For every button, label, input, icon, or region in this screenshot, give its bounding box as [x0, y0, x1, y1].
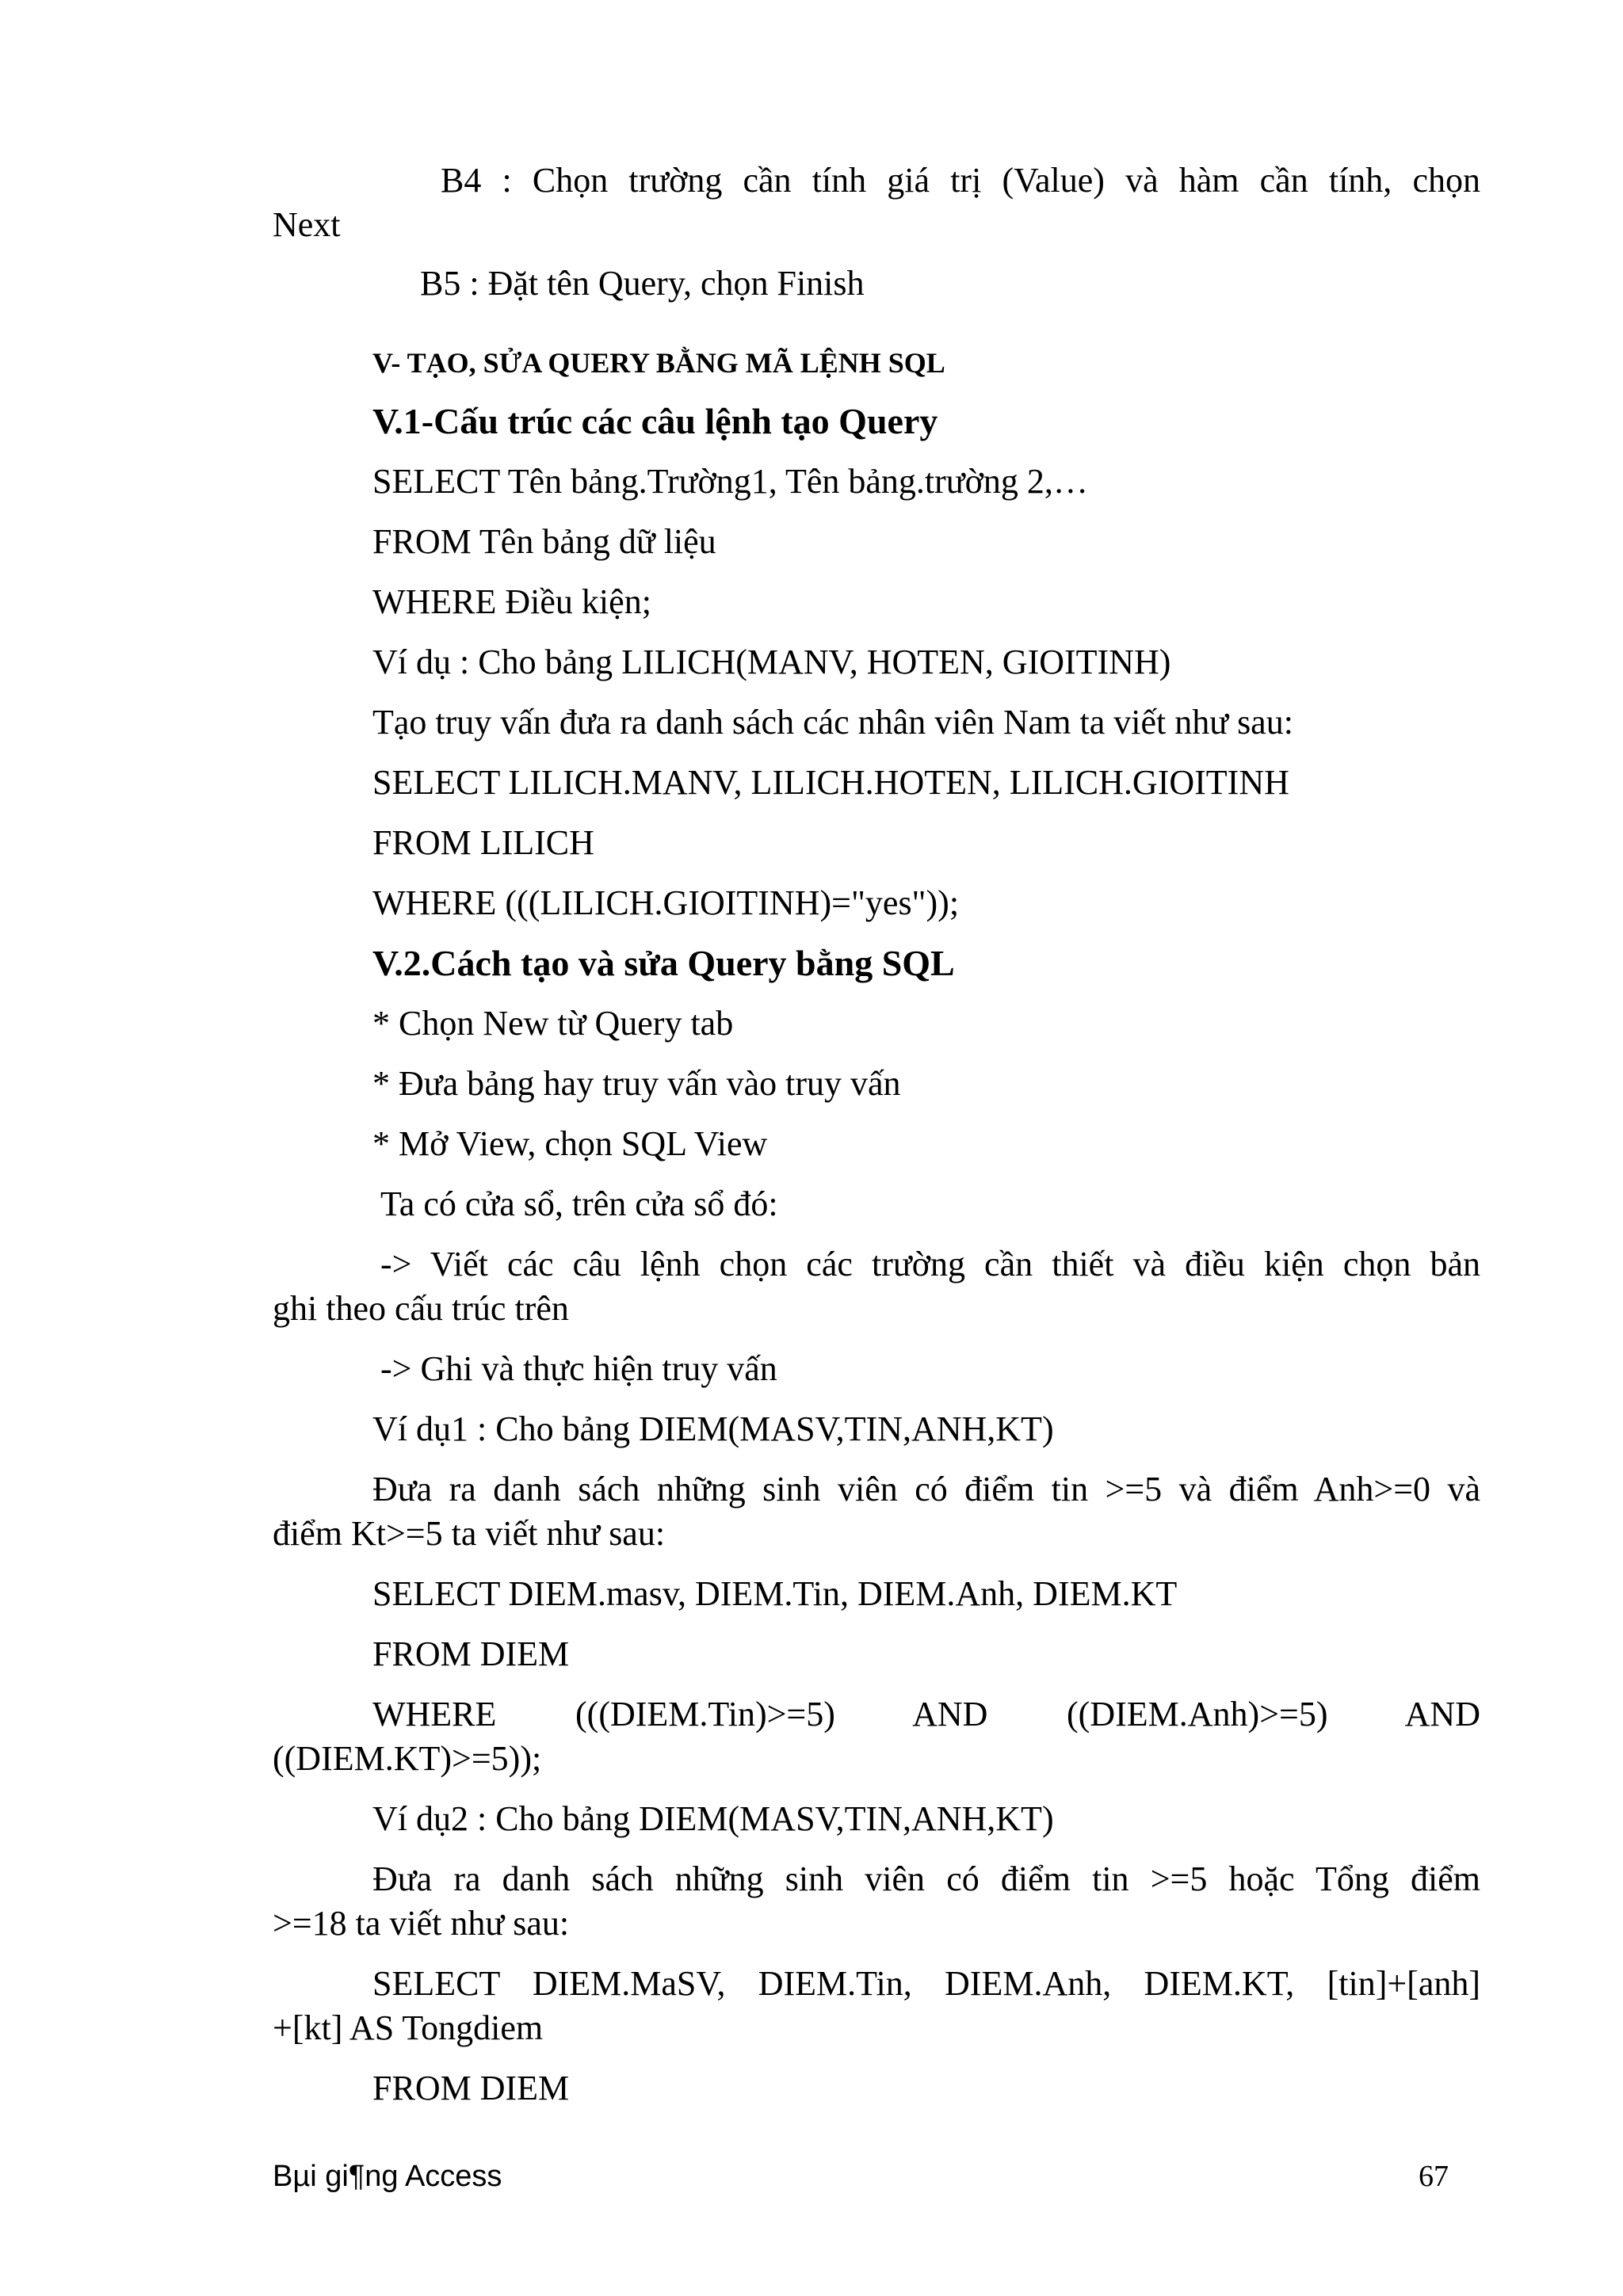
- footer-title: Bµi gi¶ng Access: [273, 2160, 502, 2193]
- code-line: FROM DIEM: [372, 1634, 570, 1673]
- subsection-heading: V.1-Cấu trúc các câu lệnh tạo Query: [372, 401, 938, 441]
- text-line: ghi theo cấu trúc trên: [273, 1289, 569, 1328]
- code-line: WHERE (((DIEM.Tin)>=5) AND ((DIEM.Anh)>=5) AND: [372, 1695, 1480, 1733]
- text-line: Next: [273, 205, 341, 244]
- section-heading: V- TẠO, SỬA QUERY BẰNG MÃ LỆNH SQL: [372, 347, 945, 379]
- text-line: Ví dụ : Cho bảng LILICH(MANV, HOTEN, GIOITINH): [372, 643, 1171, 681]
- subsection-heading: V.2.Cách tạo và sửa Query bằng SQL: [372, 943, 955, 983]
- code-line: FROM DIEM: [372, 2069, 570, 2107]
- code-line: +[kt] AS Tongdiem: [273, 2008, 544, 2047]
- text-line: B5 : Đặt tên Query, chọn Finish: [420, 264, 865, 303]
- code-line: SELECT DIEM.MaSV, DIEM.Tin, DIEM.Anh, DIEM.KT, [tin]+[anh]: [372, 1964, 1480, 2003]
- code-line: SELECT LILICH.MANV, LILICH.HOTEN, LILICH.GIOITINH: [372, 763, 1289, 802]
- list-item: * Mở View, chọn SQL View: [372, 1124, 768, 1163]
- code-line: FROM Tên bảng dữ liệu: [372, 522, 716, 561]
- list-item: * Đưa bảng hay truy vấn vào truy vấn: [372, 1064, 901, 1103]
- text-line: >=18 ta viết như sau:: [273, 1904, 570, 1943]
- text-line: điểm Kt>=5 ta viết như sau:: [273, 1514, 666, 1553]
- text-line: Ví dụ2 : Cho bảng DIEM(MASV,TIN,ANH,KT): [372, 1799, 1054, 1838]
- text-line: B4 : Chọn trường cần tính giá trị (Value) và hàm cần tính, chọn: [441, 161, 1480, 200]
- text-line: Ta có cửa sổ, trên cửa sổ đó:: [380, 1184, 778, 1223]
- text-line: Đưa ra danh sách những sinh viên có điểm tin >=5 và điểm Anh>=0 và: [372, 1470, 1480, 1508]
- code-line: SELECT DIEM.masv, DIEM.Tin, DIEM.Anh, DIEM.KT: [372, 1574, 1178, 1613]
- code-line: WHERE Điều kiện;: [372, 582, 651, 621]
- text-line: Ví dụ1 : Cho bảng DIEM(MASV,TIN,ANH,KT): [372, 1409, 1054, 1448]
- code-line: SELECT Tên bảng.Trường1, Tên bảng.trường 2,…: [372, 462, 1088, 501]
- page-number: 67: [1419, 2160, 1449, 2193]
- code-line: ((DIEM.KT)>=5));: [273, 1739, 542, 1778]
- list-item: * Chọn New từ Query tab: [372, 1004, 734, 1043]
- code-line: WHERE (((LILICH.GIOITINH)="yes"));: [372, 883, 960, 922]
- text-line: Tạo truy vấn đưa ra danh sách các nhân viên Nam ta viết như sau:: [372, 703, 1293, 742]
- text-line: -> Viết các câu lệnh chọn các trường cần thiết và điều kiện chọn bản: [380, 1245, 1480, 1283]
- text-line: Đưa ra danh sách những sinh viên có điểm tin >=5 hoặc Tổng điểm: [372, 1859, 1480, 1898]
- text-line: -> Ghi và thực hiện truy vấn: [380, 1349, 777, 1388]
- code-line: FROM LILICH: [372, 823, 594, 862]
